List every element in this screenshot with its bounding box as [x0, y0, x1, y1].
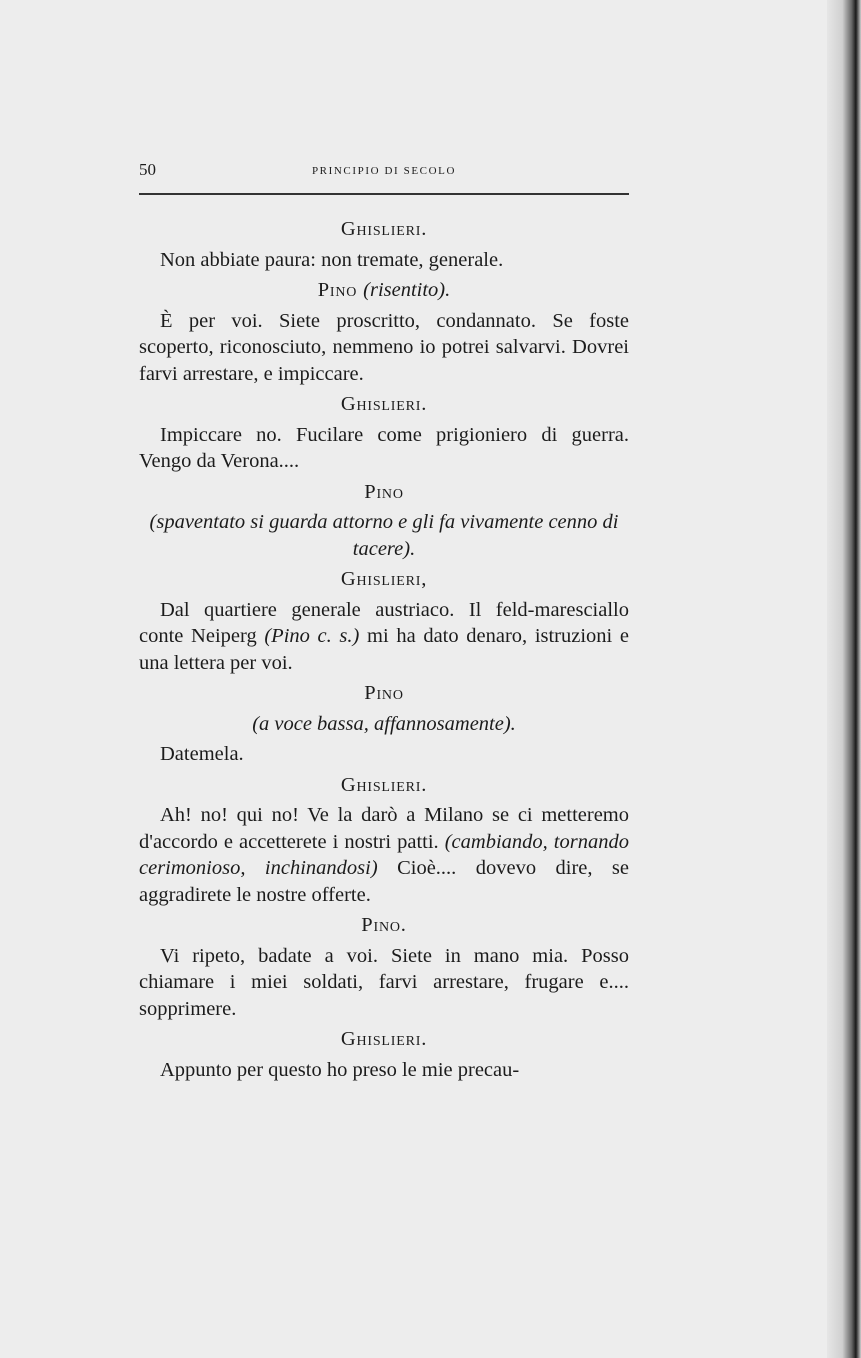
speech-text: Dal quartiere generale austriaco. Il feld-maresciallo conte Neiperg	[139, 598, 629, 647]
speech-line: Non abbiate paura: non tremate, generale.	[160, 248, 504, 271]
speech-text: Cioè.... dovevo dire, se aggradirete le nostre offerte.	[139, 857, 630, 906]
speaker-name: Ghislieri.	[340, 393, 428, 415]
stage-direction: (risentito).	[363, 279, 451, 301]
speaker-name: Ghislieri.	[340, 218, 428, 240]
speech-line	[139, 802, 629, 908]
speaker-name: Pino	[364, 682, 404, 704]
stage-direction: (a voce bassa, affannosamente).	[252, 712, 516, 735]
speech-text: mi ha dato denaro, istruzioni e una lettera per voi.	[139, 625, 630, 674]
play-text	[139, 212, 629, 1087]
speaker-name: Ghislieri.	[340, 773, 428, 796]
speech-line: Impiccare no. Fucilare come prigioniero di guerra. Vengo da Verona....	[139, 423, 629, 472]
page-header	[139, 158, 629, 184]
header-rule	[139, 193, 629, 195]
page-binding-edge	[827, 0, 861, 1358]
stage-direction: (spaventato si guarda attorno e gli fa vivamente cenno di tacere).	[149, 511, 619, 560]
running-title: PRINCIPIO DI SECOLO	[311, 165, 457, 177]
speech-line: Appunto per questo ho preso le mie precau-	[160, 1058, 520, 1081]
speech-line: È per voi. Siete proscritto, condannato. Se foste scoperto, riconosciuto, nemmeno io potrei salvarvi. Dovrei farvi arrestare, e impiccare.	[139, 309, 629, 385]
page-number: 50	[139, 160, 156, 179]
speech-line: Datemela.	[160, 743, 244, 765]
inline-stage-direction: (Pino c. s.)	[264, 625, 360, 647]
speech-line: Vi ripeto, badate a voi. Siete in mano mia. Posso chiamare i miei soldati, farvi arrestare, frugare e.... sopprimere.	[139, 944, 629, 1020]
speaker-heading	[139, 277, 629, 304]
speech-text: Ah! no! qui no! Ve la darò a Milano se ci metteremo d'accordo e accetterete i nostri patti.	[139, 804, 629, 853]
speaker-name: Pino	[317, 279, 358, 301]
speaker-name: Ghislieri.	[340, 1028, 428, 1050]
speaker-name: Pino.	[361, 914, 407, 936]
speaker-name: Pino	[364, 480, 404, 503]
inline-stage-direction: (cambiando, tornando cerimonioso, inchinandosi)	[139, 830, 629, 879]
speaker-name: Ghislieri,	[340, 568, 428, 590]
speech-line	[139, 597, 629, 677]
